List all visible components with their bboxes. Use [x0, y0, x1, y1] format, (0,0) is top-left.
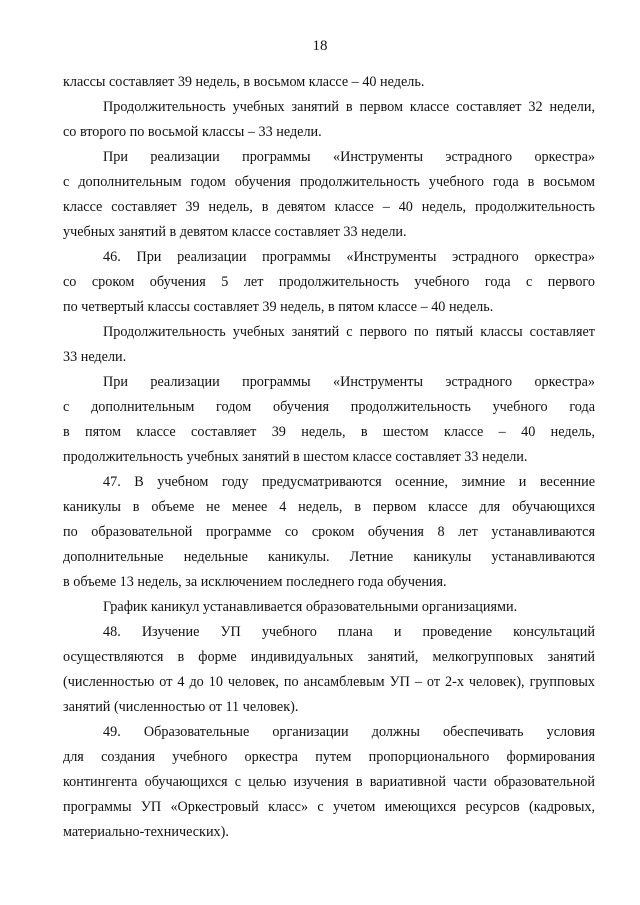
text-line: 49. Образовательные организации должны обеспечивать условия [103, 724, 595, 740]
text-line: по образовательной программе со сроком обучения 8 лет устанавливаются [63, 524, 595, 540]
document-body [63, 70, 595, 845]
text-line: При реализации программы «Инструменты эстрадного оркестра» [103, 149, 595, 165]
text-line: 46. При реализации программы «Инструменты эстрадного оркестра» [103, 249, 595, 265]
text-line: классы составляет 39 недель, в восьмом классе – 40 недель. [63, 74, 425, 90]
text-line: учебных занятий в девятом классе составляет 33 недели. [63, 224, 407, 240]
paragraph [63, 145, 595, 245]
page-number: 18 [312, 38, 328, 54]
text-line: занятий (численностью от 11 человек). [63, 699, 299, 715]
paragraph [63, 70, 595, 95]
text-line: со сроком обучения 5 лет продолжительность учебного года с первого [63, 274, 595, 290]
paragraph [63, 370, 595, 470]
text-line: дополнительные недельные каникулы. Летние каникулы устанавливаются [63, 549, 595, 565]
text-line: контингента обучающихся с целью изучения в вариативной части образовательной [63, 774, 595, 790]
paragraph [63, 595, 595, 620]
text-line: с дополнительным годом обучения продолжительность учебного года [63, 399, 595, 415]
text-line: классе составляет 39 недель, в девятом классе – 40 недель, продолжительность [63, 199, 595, 215]
text-line: Продолжительность учебных занятий в первом классе составляет 32 недели, [103, 99, 595, 115]
text-line: продолжительность учебных занятий в шестом классе составляет 33 недели. [63, 449, 528, 465]
paragraph [63, 95, 595, 145]
text-line: материально-технических). [63, 824, 229, 840]
text-line: 33 недели. [63, 349, 127, 365]
text-line: в пятом классе составляет 39 недель, в шестом классе – 40 недель, [63, 424, 595, 440]
paragraph [63, 470, 595, 595]
text-line: График каникул устанавливается образовательными организациями. [103, 599, 518, 615]
text-line: программы УП «Оркестровый класс» с учетом имеющихся ресурсов (кадровых, [63, 799, 595, 815]
paragraph [63, 320, 595, 370]
text-line: осуществляются в форме индивидуальных занятий, мелкогрупповых занятий [63, 649, 595, 665]
text-line: каникулы в объеме не менее 4 недель, в первом классе для обучающихся [63, 499, 595, 515]
text-line: (численностью от 4 до 10 человек, по ансамблевым УП – от 2-х человек), групповых [63, 674, 595, 690]
text-line: для создания учебного оркестра путем пропорционального формирования [63, 749, 595, 765]
paragraph [63, 245, 595, 320]
text-line: При реализации программы «Инструменты эстрадного оркестра» [103, 374, 595, 390]
text-line: по четвертый классы составляет 39 недель, в пятом классе – 40 недель. [63, 299, 494, 315]
text-line: Продолжительность учебных занятий с первого по пятый классы составляет [103, 324, 595, 340]
text-line: 47. В учебном году предусматриваются осенние, зимние и весенние [103, 474, 595, 490]
paragraph [63, 720, 595, 845]
text-line: с дополнительным годом обучения продолжительность учебного года в восьмом [63, 174, 595, 190]
text-line: 48. Изучение УП учебного плана и проведение консультаций [103, 624, 595, 640]
text-line: со второго по восьмой классы – 33 недели. [63, 124, 322, 140]
paragraph [63, 620, 595, 720]
text-line: в объеме 13 недель, за исключением последнего года обучения. [63, 574, 447, 590]
